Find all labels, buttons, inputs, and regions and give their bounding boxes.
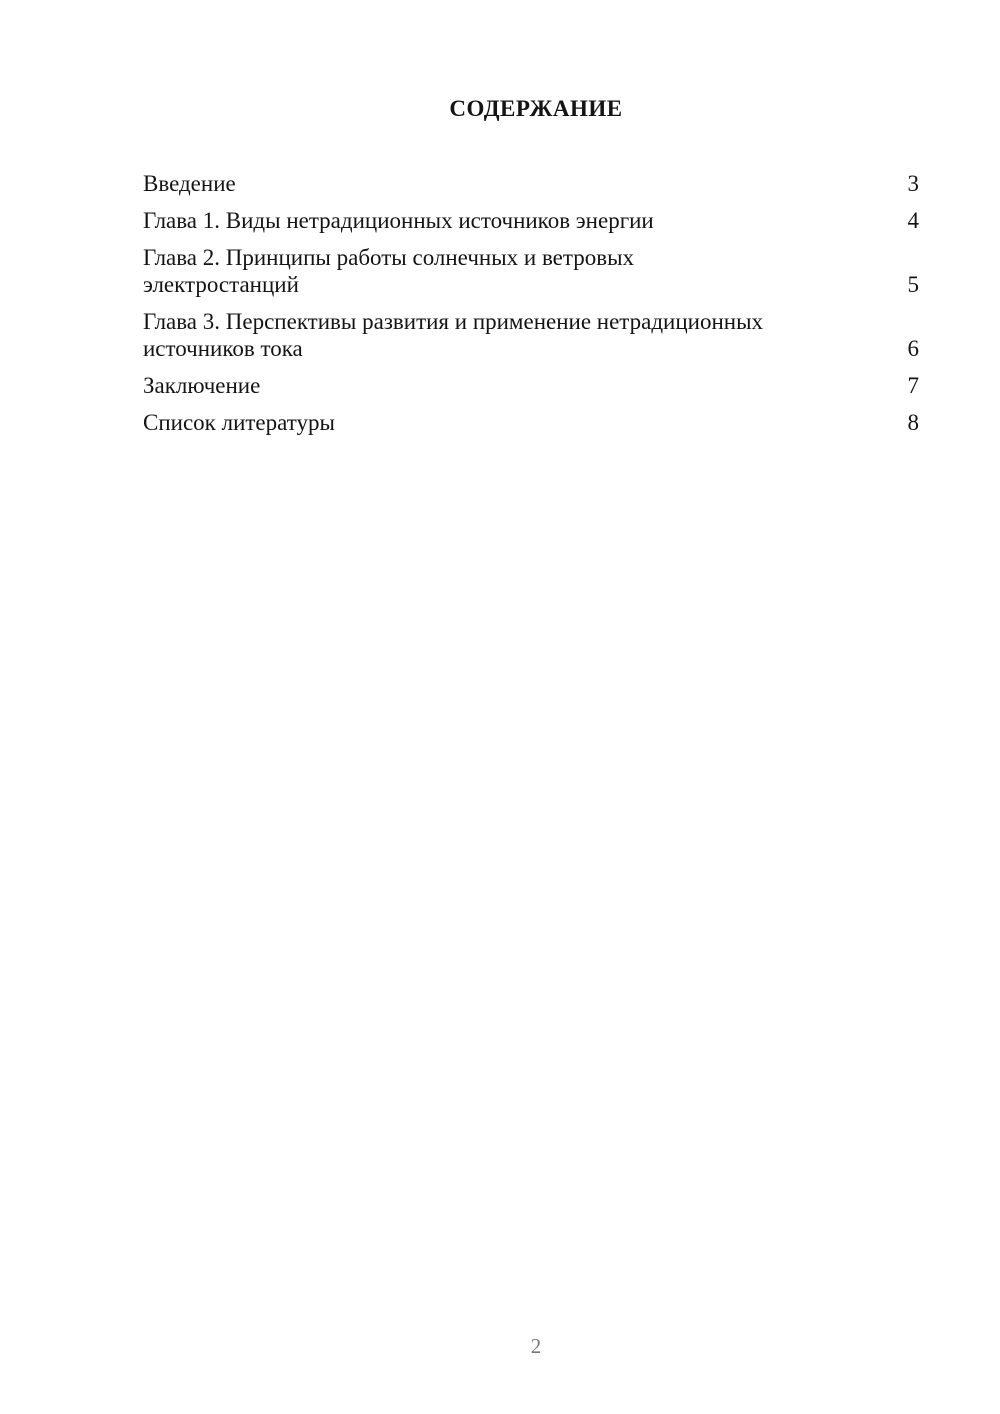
toc-entry-references — [143, 409, 919, 436]
toc-entry-page: 6 — [907, 336, 919, 361]
page-number: 2 — [530, 1334, 542, 1358]
toc-entry-label: Глава 1. Виды нетрадиционных источников энергии — [143, 208, 654, 233]
table-of-contents — [143, 170, 919, 446]
toc-entry-page: 3 — [907, 171, 919, 196]
toc-heading: СОДЕРЖАНИЕ — [449, 96, 623, 121]
toc-entry-label: Введение — [143, 171, 236, 196]
toc-entry-conclusion — [143, 372, 919, 399]
toc-entry-chapter-1 — [143, 207, 919, 234]
toc-entry-page: 5 — [907, 272, 919, 297]
toc-entry-page: 7 — [907, 373, 919, 398]
toc-entry-label: Глава 3. Перспективы развития и применение нетрадиционных источников тока — [143, 309, 764, 361]
toc-entry-page: 4 — [907, 208, 919, 233]
toc-entry-label: Заключение — [143, 373, 261, 398]
toc-entry-label: Глава 2. Принципы работы солнечных и ветровых электростанций — [143, 245, 635, 297]
toc-entry-chapter-2 — [143, 244, 919, 298]
toc-entry-introduction — [143, 170, 919, 197]
toc-entry-label: Список литературы — [143, 410, 335, 435]
toc-entry-chapter-3 — [143, 308, 919, 362]
toc-entry-page: 8 — [907, 410, 919, 435]
